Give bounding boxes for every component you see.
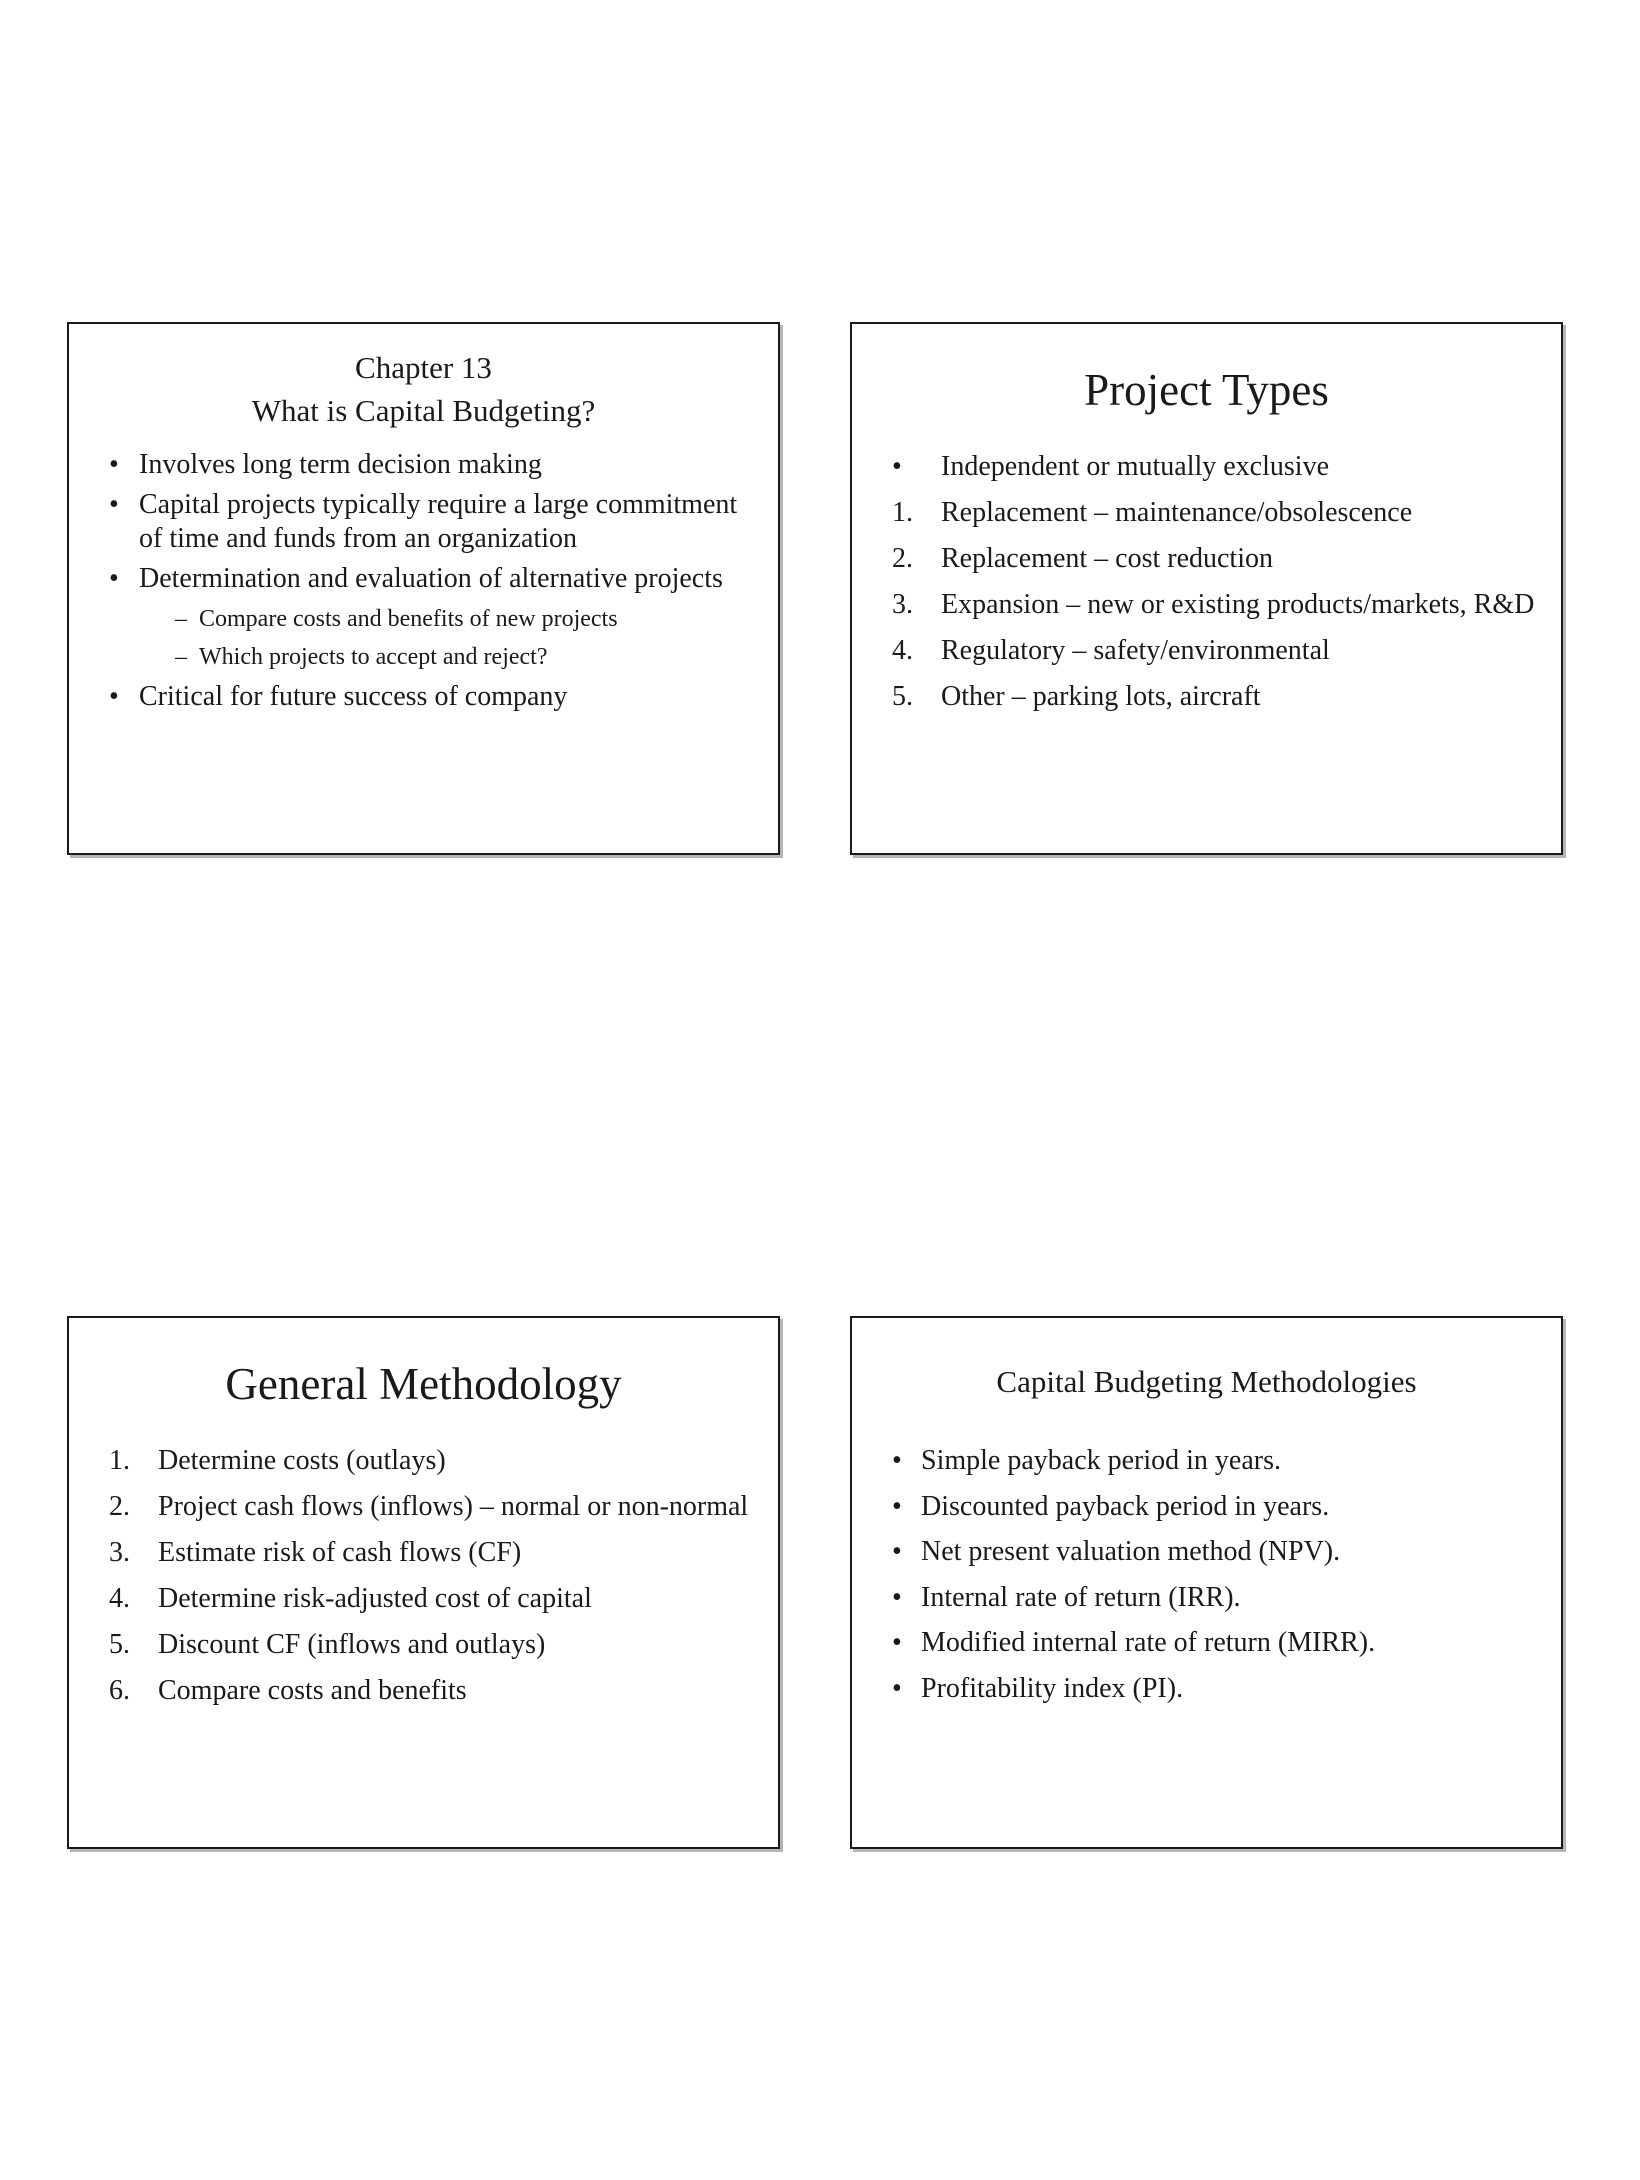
sub-list-item: [139, 638, 749, 676]
bullet-marker: •: [892, 1627, 902, 1658]
dash-marker: –: [175, 606, 187, 632]
list-item: [892, 1670, 1542, 1707]
bullet-marker: •: [892, 1672, 902, 1704]
list-item-text: Internal rate of return (IRR).: [921, 1581, 1241, 1613]
list-item: [109, 1488, 759, 1525]
list-item: [892, 586, 1542, 623]
list-item-text: Replacement – cost reduction: [941, 543, 1273, 574]
list-item-text: Profitability index (PI).: [921, 1672, 1184, 1704]
list-item: [109, 1442, 759, 1479]
list-marker: 4.: [109, 1583, 130, 1614]
list-item-text: Discounted payback period in years.: [921, 1490, 1330, 1522]
list-marker: 6.: [109, 1675, 130, 1706]
numbered-list: [892, 448, 1542, 724]
sub-list-item-text: Compare costs and benefits of new projects: [199, 606, 618, 632]
list-item-text: Determine risk-adjusted cost of capital: [158, 1583, 592, 1614]
list-marker: 5.: [892, 681, 913, 712]
list-item: [109, 1626, 759, 1663]
list-item: [892, 1579, 1542, 1616]
slide-title: Project Types: [1084, 365, 1329, 415]
list-item-text: Estimate risk of cash flows (CF): [158, 1537, 522, 1568]
list-item-text: Regulatory – safety/environmental: [941, 635, 1330, 666]
list-marker: 4.: [892, 635, 913, 666]
list-marker: •: [892, 451, 902, 482]
list-item: [109, 448, 749, 482]
list-item-text: Discount CF (inflows and outlays): [158, 1629, 546, 1660]
bullet-marker: •: [892, 1581, 902, 1613]
slide-what-is-capital-budgeting: [67, 322, 780, 855]
list-marker: 5.: [109, 1629, 130, 1660]
list-item: [892, 1533, 1542, 1570]
slide-general-methodology: [67, 1316, 780, 1849]
list-item-text: Net present valuation method (NPV).: [921, 1536, 1341, 1567]
list-marker: 3.: [892, 589, 913, 620]
bullet-list: [892, 1442, 1542, 1715]
sub-list-item: [139, 600, 749, 638]
list-marker: 1.: [109, 1445, 130, 1476]
slide-title: Capital Budgeting Methodologies: [996, 1364, 1417, 1399]
list-item-text: Modified internal rate of return (MIRR).: [921, 1627, 1376, 1658]
numbered-list: [109, 1442, 759, 1718]
slide-capital-budgeting-methodologies: [850, 1316, 1563, 1849]
dash-marker: –: [175, 644, 187, 670]
list-item: [109, 1672, 759, 1709]
bullet-marker: •: [109, 563, 119, 594]
list-item: [892, 1488, 1542, 1525]
slide-title: [69, 346, 778, 432]
list-item: [109, 562, 749, 676]
list-item-text: Capital projects typically require a large commitment of time and funds from an organization: [139, 489, 738, 554]
list-item-text: Involves long term decision making: [139, 449, 542, 480]
bullet-marker: •: [892, 1445, 902, 1476]
bullet-marker: •: [109, 449, 119, 480]
list-item: [892, 678, 1542, 715]
chapter-label: Chapter 13: [355, 350, 492, 385]
bullet-list: [109, 448, 749, 720]
list-item-text: Replacement – maintenance/obsolescence: [941, 497, 1413, 528]
list-item-text: Determination and evaluation of alternative projects: [139, 563, 723, 594]
list-item: [892, 494, 1542, 531]
list-marker: 3.: [109, 1537, 130, 1568]
list-item: [892, 1624, 1542, 1661]
bullet-marker: •: [892, 1536, 902, 1567]
slide-project-types: [850, 322, 1563, 855]
slide-heading: What is Capital Budgeting?: [251, 393, 596, 428]
list-item: [109, 1534, 759, 1571]
list-item-text: Simple payback period in years.: [921, 1445, 1282, 1476]
list-item-text: Compare costs and benefits: [158, 1675, 467, 1706]
sub-list-item-text: Which projects to accept and reject?: [199, 644, 548, 670]
list-item-text: Expansion – new or existing products/markets, R&D: [941, 589, 1535, 620]
list-marker: 1.: [892, 497, 913, 528]
bullet-marker: •: [892, 1490, 902, 1522]
list-item: [109, 1580, 759, 1617]
list-marker: 2.: [109, 1491, 130, 1522]
list-item: [892, 448, 1542, 485]
slide-title: General Methodology: [225, 1359, 622, 1409]
list-item: [892, 632, 1542, 669]
list-item-text: Other – parking lots, aircraft: [941, 681, 1261, 712]
list-item-text: Critical for future success of company: [139, 681, 568, 712]
list-item: [892, 1442, 1542, 1479]
bullet-marker: •: [109, 681, 119, 712]
list-marker: 2.: [892, 543, 913, 574]
bullet-marker: •: [109, 489, 119, 520]
list-item: [892, 540, 1542, 577]
list-item: [109, 488, 749, 556]
list-item-text: Independent or mutually exclusive: [941, 451, 1329, 482]
list-item-text: Project cash flows (inflows) – normal or non-normal: [158, 1491, 749, 1522]
list-item: [109, 680, 749, 714]
sub-list: [139, 600, 749, 676]
list-item-text: Determine costs (outlays): [158, 1445, 446, 1476]
